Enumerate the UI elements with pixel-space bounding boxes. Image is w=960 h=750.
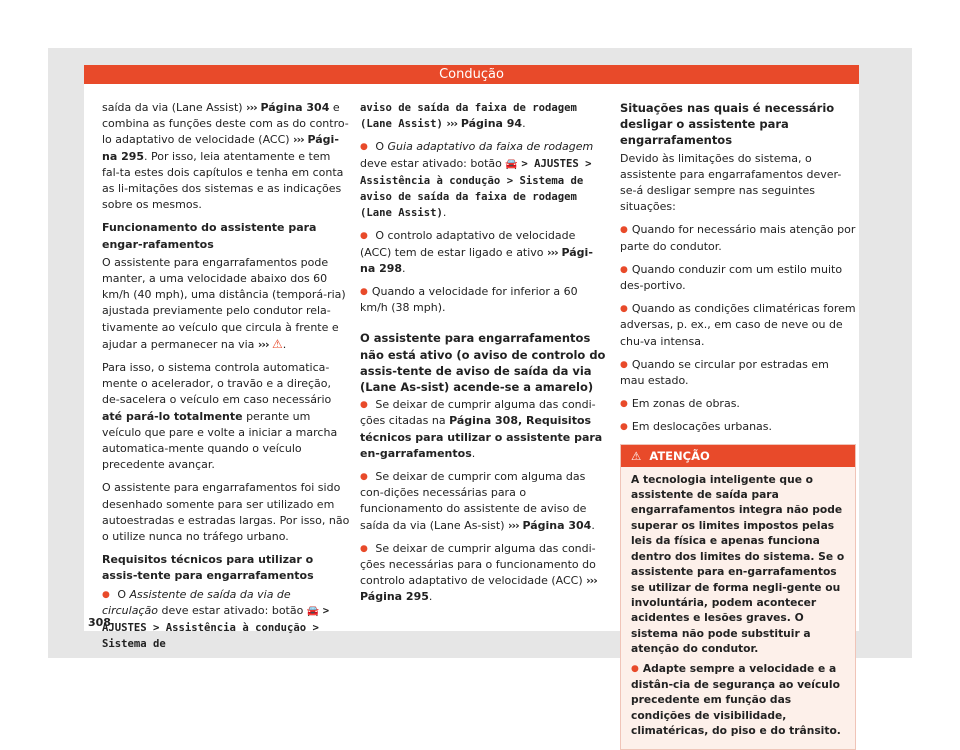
list-item: ● Quando se circular por estradas em mau estado. xyxy=(620,357,856,389)
page-ref-link[interactable]: Página 308, Requisitos técnicos para utilizar o assistente para en-garrafamentos xyxy=(360,414,603,460)
section-heading: Funcionamento do assistente para engar-rafamentos xyxy=(102,221,317,251)
list-item: ● Se deixar de cumprir alguma das condi-ções necessárias para o funcionamento do controlo adaptativo de velocidade (ACC) ››› Página 295. xyxy=(360,541,608,606)
car-icon: 🚘 xyxy=(306,605,320,617)
paragraph: Devido às limitações do sistema, o assistente para engarrafamentos dever-se-á desligar sempre nas seguintes situações: xyxy=(620,151,842,214)
page-header: Condução xyxy=(84,65,859,84)
warning-header: ⚠ ATENÇÃO xyxy=(621,445,855,467)
section-heading: Situações nas quais é necessário desligar o assistente para engarrafamentos xyxy=(620,101,835,148)
page-ref-link[interactable]: Página 94 xyxy=(457,117,523,131)
paragraph: aviso de saída da faixa de rodagem (Lane Assist) ››› Página 94. xyxy=(360,102,577,131)
column-2 xyxy=(360,100,608,613)
paragraph: saída da via (Lane Assist) ››› Página 304 e combina as funções deste com as do contro-lo adaptativo de velocidade (ACC) ››› Pági-na 295. Por isso, leia atentamente e tem fal-ta estes dois capítulos e tenha em conta as li-mitações dos sistemas e as indicações sobre os mesmos. xyxy=(102,101,349,212)
paragraph: O assistente para engarrafamentos foi sido desenhado somente para ser utilizado em autoestradas e estradas largas. Por isso, não o utilize nunca no tráfego urbano. xyxy=(102,481,350,544)
page-ref-link[interactable]: Página 304 xyxy=(518,518,592,532)
page-number: 308 xyxy=(88,616,111,629)
list-item: ● O Assistente de saída da via de circulação deve estar ativado: botão 🚘 > AJUSTES > Assistência à condução > Sistema de xyxy=(102,587,350,653)
warning-triangle-icon: ⚠ xyxy=(631,448,642,463)
warning-text: A tecnologia inteligente que o assistente de saída para engarrafamentos integra não pode superar os limites impostos pelas leis da física e apenas funciona dentro dos limites do sistema. Se o assistente para en-garrafamentos se utilizar de forma negli-gente ou involuntária, podem acontecer acidentes e lesões graves. O sistema não pode substituir a atenção do condutor. xyxy=(631,472,845,656)
page-ref-link[interactable]: Página 304 xyxy=(256,101,330,114)
section-heading: O assistente para engarrafamentos não está ativo (o aviso de controlo do assis-tente de aviso de saída da via (Lane As-sist) acende-se a amarelo) xyxy=(360,331,606,395)
list-item: ● Se deixar de cumprir alguma das condi-ções citadas na Página 308, Requisitos técnicos para utilizar o assistente para en-garrafamentos. xyxy=(360,397,608,462)
warning-body xyxy=(621,467,855,739)
paragraph: O assistente para engarrafamentos pode manter, a uma velocidade abaixo dos 60 km/h (40 mph), uma distância (temporá-ria) ajustada previamente pelo condutor rela-tivamente ao veículo que circula à frente e ajudar a permanecer na via ››› ⚠. xyxy=(102,255,346,351)
paragraph: Para isso, o sistema controla automatica-mente o acelerador, o travão e a direção, de-sacelera o veículo em caso necessário até pará-lo totalmente perante um veículo que pare e volte a iniciar a marcha automatica-mente quando o veículo precedente avançar. xyxy=(102,361,338,472)
list-item: ● O controlo adaptativo de velocidade (ACC) tem de estar ligado e ativo ››› Pági-na 298. xyxy=(360,228,608,277)
list-item: ● Em zonas de obras. xyxy=(620,396,856,412)
page-ref-link[interactable]: Página 295 xyxy=(360,590,429,604)
section-heading: Requisitos técnicos para utilizar o assis-tente para engarrafamentos xyxy=(102,553,314,583)
list-item: ● Se deixar de cumprir com alguma das con-dições necessárias para o funcionamento do assistente de aviso de saída da via (Lane As-sist) ››› Página 304. xyxy=(360,469,608,534)
list-item: ● Quando a velocidade for inferior a 60 km/h (38 mph). xyxy=(360,284,608,316)
page-ref-link[interactable]: Pági-na 298 xyxy=(360,245,593,275)
page-ref-link[interactable]: Pági-na 295 xyxy=(102,133,339,163)
car-icon: 🚘 xyxy=(505,158,518,170)
list-item: ● Quando as condições climatéricas forem adversas, p. ex., em caso de neve ou de chu-va intensa. xyxy=(620,301,856,350)
list-item: ● O Guia adaptativo da faixa de rodagem deve estar ativado: botão 🚘 > AJUSTES > Assistência à condução > Sistema de aviso de saída da faixa de rodagem (Lane Assist). xyxy=(360,139,608,221)
column-1 xyxy=(102,100,350,660)
list-item: ● Em deslocações urbanas. xyxy=(620,419,856,435)
warning-bullet: ● Adapte sempre a velocidade e a distân-cia de segurança ao veículo precedente em função das condições de visibilidade, climatéricas, do piso e do trânsito. xyxy=(631,661,845,739)
warning-triangle-icon: ⚠ xyxy=(271,336,283,351)
column-3 xyxy=(620,100,856,750)
warning-box xyxy=(620,444,856,750)
list-item: ● Quando for necessário mais atenção por parte do condutor. xyxy=(620,222,856,254)
list-item: ● Quando conduzir com um estilo muito des-portivo. xyxy=(620,262,856,294)
